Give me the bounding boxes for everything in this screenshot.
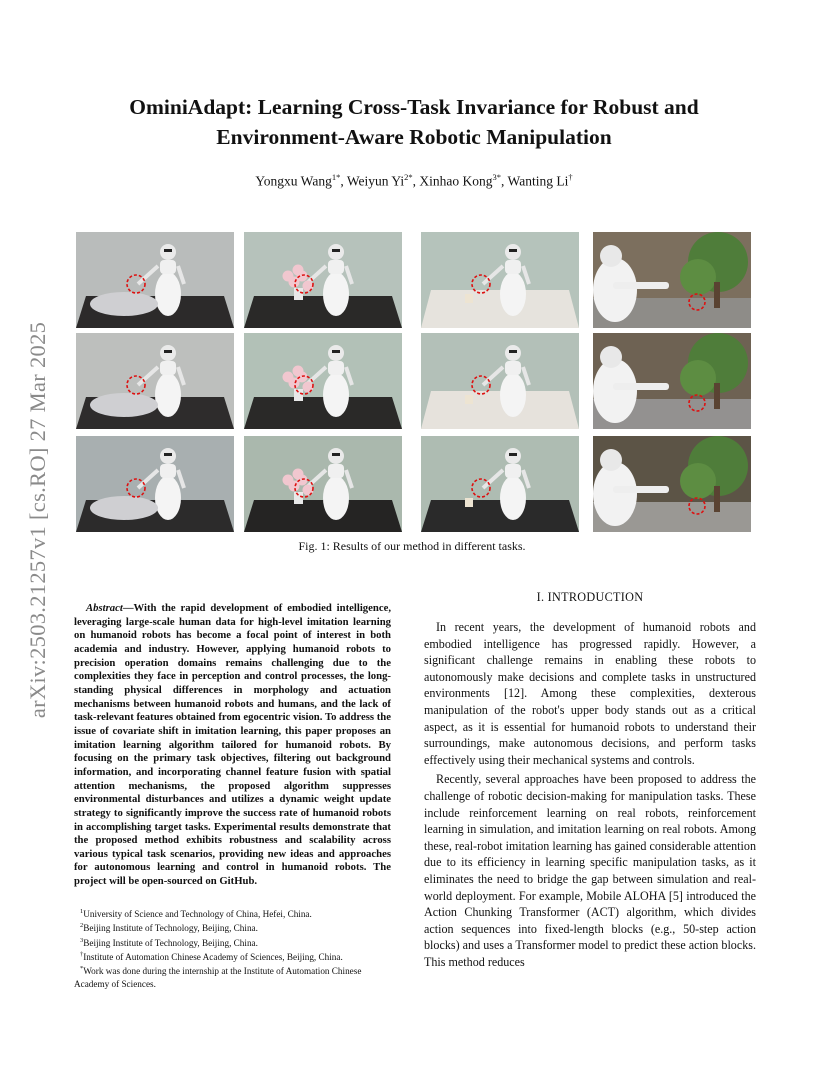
- body-paragraph: In recent years, the development of humanoid robots and embodied intelligence has progressed rapidly. However, a significant challenge remains in enabling these robots to autonomously make decisions and complete tasks in unstructured environments [12]. Among these complexities, dexterous manipulation of the robot's upper body stands out as a critical aspect, as it is essential for humanoid robots to understand their surroundings, make autonomous decisions, and perform tasks effectively using their mechanical systems and controls.: [424, 620, 756, 767]
- task-photo-flowers: [244, 232, 402, 328]
- footnote: [74, 906, 391, 920]
- footnote-text: Beijing Institute of Technology, Beijing, China.: [83, 937, 258, 948]
- task-photo-flowers: [244, 436, 402, 532]
- introduction-body: [424, 619, 756, 970]
- task-photo-cloth: [76, 436, 234, 532]
- footnote: [74, 920, 391, 934]
- author-affiliation-mark: 1*: [331, 172, 341, 182]
- author-name: Yongxu Wang: [255, 173, 332, 189]
- abstract: Abstract—With the rapid development of embodied intelligence, leveraging large-scale human data for high-level imitation learning on humanoid robots has become a focal point of interest in both academia and industry. However, applying humanoid robots to precision operation domains remains challenging due to the complexities they face in perception and control processes, the long-standing physical differences in morphology and actuation mechanisms between humanoid robots and humans, and the lack of task-relevant features obtained from egocentric vision. To address the issue of covariate shift in imitation learning, this paper proposes an imitation learning algorithm tailored for humanoid robots. By focusing on the primary task objectives, filtering out background information, and incorporating channel feature fusion with spatial attention mechanisms, the proposed algorithm suppresses environmental disturbances and utilizes a dynamic weight update strategy to significantly improve the success rate of humanoid robots in accomplishing target tasks. Experimental results demonstrate that the proposed method exhibits robustness and scalability across various typical task scenarios, providing new ideas and approaches for autonomous learning and control in humanoid robots. The project will be open-sourced on GitHub.: [74, 602, 391, 888]
- figure-caption: Fig. 1: Results of our method in different tasks.: [298, 539, 526, 553]
- task-photo-cloth: [76, 232, 234, 328]
- author-affiliation-mark: †: [568, 172, 573, 182]
- figure-1-grid: [76, 232, 748, 532]
- footnote-text: University of Science and Technology of China, Hefei, China.: [83, 908, 312, 919]
- author-affiliation-mark: 3*: [492, 172, 502, 182]
- right-column: [424, 590, 756, 973]
- footnote-mark: 3: [80, 936, 84, 944]
- arxiv-identifier-text: arXiv:2503.21257v1 [cs.RO] 27 Mar 2025: [25, 321, 50, 719]
- footnote: [74, 935, 391, 949]
- footnote: [74, 963, 391, 990]
- task-photo-cup: [421, 333, 579, 429]
- paper-title: [90, 92, 738, 152]
- footnote: [74, 949, 391, 963]
- task-photo-cup: [421, 232, 579, 328]
- footnote-text: Beijing Institute of Technology, Beijing, China.: [83, 923, 258, 934]
- author-affiliation-mark: 2*: [404, 172, 413, 182]
- arxiv-identifier: [18, 280, 58, 760]
- task-photo-cup: [421, 436, 579, 532]
- footnote-text: Institute of Automation Chinese Academy of Sciences, Beijing, China.: [83, 951, 343, 962]
- footnote-mark: 2: [80, 922, 84, 930]
- abstract-label: Abstract: [86, 602, 123, 614]
- section-heading: I. INTRODUCTION: [536, 590, 644, 604]
- footnote-mark: 1: [80, 907, 84, 915]
- footnote-mark: †: [80, 950, 84, 958]
- title-line-2: Environment-Aware Robotic Manipulation: [216, 125, 612, 149]
- author-name: Xinhao Kong: [419, 173, 493, 189]
- footnote-mark: *: [80, 965, 84, 973]
- abstract-text: With the rapid development of embodied intelligence, leveraging large-scale human data for high-level imitation learning on humanoid robots has become a focal point of interest in both academia and industry. However, applying humanoid robots to precision operation domains remains challenging due to the complexities they face in perception and control processes, the long-standing physical differences in morphology and actuation mechanisms between humanoid robots and humans, and the lack of task-relevant features obtained from egocentric vision. To address the issue of covariate shift in imitation learning, this paper proposes an imitation learning algorithm tailored for humanoid robots. By focusing on the primary task objectives, filtering out background information, and incorporating channel feature fusion with spatial attention mechanisms, the proposed algorithm suppresses environmental disturbances and utilizes a dynamic weight update strategy to significantly improve the success rate of humanoid robots in accomplishing target tasks. Experimental results demonstrate that the proposed method exhibits robustness and scalability across various typical task scenarios, providing new ideas and approaches for autonomous learning and control in humanoid robots. The project will be open-sourced on GitHub.: [74, 602, 391, 888]
- body-paragraph: Recently, several approaches have been proposed to address the challenge of robotic decision-making for manipulation tasks. These include reinforcement learning on real robots, reinforcement learning in simulation, and imitation learning on real robots. Among these, real-robot imitation learning has gained considerable attention due to its efficiency in learning specific manipulation tasks, as it eliminates the need to bridge the gap between simulation and real-world deployment. For example, Mobile ALOHA [5] introduced the Action Chunking Transformer (ACT) algorithm, which divides action sequences into fixed-length blocks (e.g., 50-step action blocks) and uses a Transformer model to predict these action blocks. This method reduces: [424, 772, 756, 969]
- left-column: [74, 602, 391, 990]
- task-photo-plant: [593, 232, 751, 328]
- task-photo-plant: [593, 436, 751, 532]
- footnote-text: Work was done during the internship at the Institute of Automation Chinese Academy of Sciences.: [74, 966, 362, 989]
- title-line-1: OminiAdapt: Learning Cross-Task Invariance for Robust and: [129, 95, 699, 119]
- task-photo-flowers: [244, 333, 402, 429]
- task-photo-plant: [593, 333, 751, 429]
- author-name: Weiyun Yi: [346, 173, 405, 189]
- author-list: Yongxu Wang$^{1*}$, Weiyun $Yi^{2*}$, Xinhao Kong$^{3*}$, Wanting Li†: [255, 172, 573, 189]
- author-name: Wanting Li: [507, 173, 569, 189]
- task-photo-cloth: [76, 333, 234, 429]
- affiliation-footnotes: [74, 906, 391, 990]
